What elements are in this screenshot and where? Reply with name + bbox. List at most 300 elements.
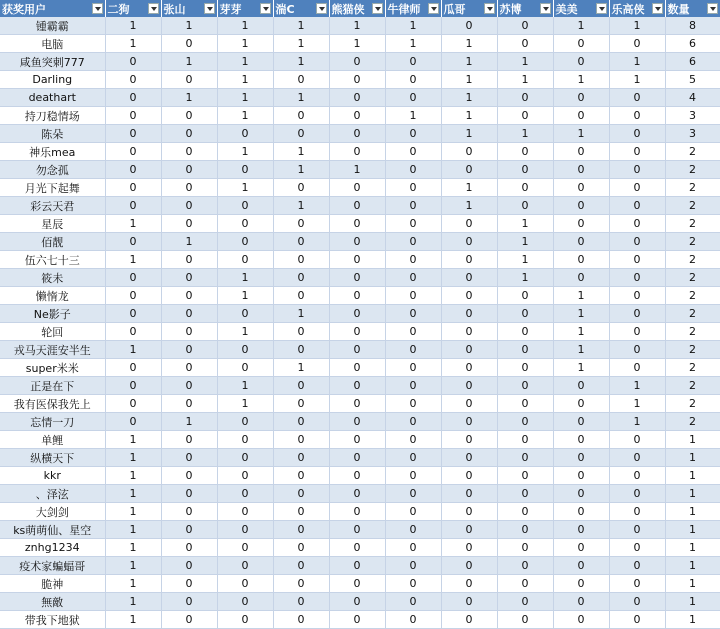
count-cell[interactable]: 8: [665, 17, 720, 35]
value-cell[interactable]: 1: [385, 35, 441, 53]
value-cell[interactable]: 0: [329, 197, 385, 215]
value-cell[interactable]: 0: [441, 377, 497, 395]
value-cell[interactable]: 1: [553, 323, 609, 341]
value-cell[interactable]: 0: [441, 215, 497, 233]
value-cell[interactable]: 1: [105, 575, 161, 593]
value-cell[interactable]: 0: [273, 341, 329, 359]
user-name-cell[interactable]: 筱未: [0, 269, 105, 287]
value-cell[interactable]: 1: [161, 53, 217, 71]
value-cell[interactable]: 0: [105, 287, 161, 305]
value-cell[interactable]: 0: [609, 215, 665, 233]
value-cell[interactable]: 0: [273, 323, 329, 341]
value-cell[interactable]: 1: [329, 35, 385, 53]
value-cell[interactable]: 0: [497, 539, 553, 557]
value-cell[interactable]: 1: [217, 395, 273, 413]
value-cell[interactable]: 0: [105, 107, 161, 125]
user-name-cell[interactable]: 我有医保我先上: [0, 395, 105, 413]
value-cell[interactable]: 0: [161, 269, 217, 287]
value-cell[interactable]: 0: [609, 503, 665, 521]
value-cell[interactable]: 0: [553, 467, 609, 485]
value-cell[interactable]: 0: [441, 287, 497, 305]
value-cell[interactable]: 0: [329, 179, 385, 197]
value-cell[interactable]: 0: [385, 485, 441, 503]
value-cell[interactable]: 1: [105, 251, 161, 269]
count-cell[interactable]: 3: [665, 107, 720, 125]
count-cell[interactable]: 1: [665, 593, 720, 611]
count-cell[interactable]: 3: [665, 125, 720, 143]
value-cell[interactable]: 0: [609, 287, 665, 305]
value-cell[interactable]: 0: [329, 287, 385, 305]
value-cell[interactable]: 0: [609, 539, 665, 557]
user-name-cell[interactable]: 星辰: [0, 215, 105, 233]
value-cell[interactable]: 0: [385, 215, 441, 233]
user-name-cell[interactable]: 伍六七十三: [0, 251, 105, 269]
value-cell[interactable]: 1: [385, 17, 441, 35]
value-cell[interactable]: 0: [497, 341, 553, 359]
count-cell[interactable]: 1: [665, 467, 720, 485]
value-cell[interactable]: 1: [217, 35, 273, 53]
value-cell[interactable]: 0: [273, 611, 329, 629]
value-cell[interactable]: 0: [385, 449, 441, 467]
value-cell[interactable]: 0: [161, 449, 217, 467]
value-cell[interactable]: 0: [329, 593, 385, 611]
count-cell[interactable]: 1: [665, 539, 720, 557]
value-cell[interactable]: 1: [553, 17, 609, 35]
value-cell[interactable]: 0: [273, 215, 329, 233]
value-cell[interactable]: 0: [161, 323, 217, 341]
value-cell[interactable]: 0: [161, 485, 217, 503]
value-cell[interactable]: 0: [273, 251, 329, 269]
value-cell[interactable]: 0: [329, 575, 385, 593]
value-cell[interactable]: 0: [385, 125, 441, 143]
value-cell[interactable]: 0: [609, 521, 665, 539]
value-cell[interactable]: 0: [273, 71, 329, 89]
value-cell[interactable]: 1: [385, 107, 441, 125]
filter-dropdown-icon[interactable]: [316, 3, 327, 14]
user-name-cell[interactable]: znhg1234: [0, 539, 105, 557]
user-name-cell[interactable]: 单鲤: [0, 431, 105, 449]
value-cell[interactable]: 1: [105, 611, 161, 629]
value-cell[interactable]: 0: [609, 89, 665, 107]
value-cell[interactable]: 0: [441, 431, 497, 449]
value-cell[interactable]: 0: [441, 575, 497, 593]
filter-dropdown-icon[interactable]: [484, 3, 495, 14]
value-cell[interactable]: 0: [441, 611, 497, 629]
value-cell[interactable]: 1: [105, 35, 161, 53]
value-cell[interactable]: 0: [161, 521, 217, 539]
value-cell[interactable]: 0: [441, 269, 497, 287]
value-cell[interactable]: 1: [329, 161, 385, 179]
value-cell[interactable]: 0: [385, 575, 441, 593]
value-cell[interactable]: 1: [553, 287, 609, 305]
value-cell[interactable]: 0: [441, 413, 497, 431]
value-cell[interactable]: 0: [609, 557, 665, 575]
value-cell[interactable]: 0: [161, 287, 217, 305]
value-cell[interactable]: 0: [105, 53, 161, 71]
value-cell[interactable]: 1: [273, 17, 329, 35]
value-cell[interactable]: 0: [385, 287, 441, 305]
value-cell[interactable]: 0: [217, 341, 273, 359]
value-cell[interactable]: 1: [105, 521, 161, 539]
value-cell[interactable]: 0: [329, 215, 385, 233]
value-cell[interactable]: 0: [553, 377, 609, 395]
filter-dropdown-icon[interactable]: [652, 3, 663, 14]
value-cell[interactable]: 0: [497, 323, 553, 341]
count-cell[interactable]: 2: [665, 197, 720, 215]
value-cell[interactable]: 0: [553, 251, 609, 269]
value-cell[interactable]: 0: [441, 539, 497, 557]
user-name-cell[interactable]: 勿念孤: [0, 161, 105, 179]
user-name-cell[interactable]: 戎马天涯安半生: [0, 341, 105, 359]
value-cell[interactable]: 0: [385, 467, 441, 485]
count-cell[interactable]: 6: [665, 53, 720, 71]
value-cell[interactable]: 0: [161, 503, 217, 521]
value-cell[interactable]: 0: [217, 593, 273, 611]
value-cell[interactable]: 0: [553, 143, 609, 161]
value-cell[interactable]: 0: [441, 521, 497, 539]
value-cell[interactable]: 0: [497, 89, 553, 107]
value-cell[interactable]: 0: [273, 503, 329, 521]
value-cell[interactable]: 0: [609, 197, 665, 215]
value-cell[interactable]: 0: [553, 233, 609, 251]
value-cell[interactable]: 1: [217, 71, 273, 89]
value-cell[interactable]: 0: [385, 269, 441, 287]
value-cell[interactable]: 0: [217, 413, 273, 431]
count-cell[interactable]: 2: [665, 233, 720, 251]
value-cell[interactable]: 0: [385, 305, 441, 323]
value-cell[interactable]: 0: [273, 467, 329, 485]
value-cell[interactable]: 1: [441, 35, 497, 53]
value-cell[interactable]: 0: [273, 395, 329, 413]
user-name-cell[interactable]: kkr: [0, 467, 105, 485]
value-cell[interactable]: 0: [217, 359, 273, 377]
value-cell[interactable]: 0: [609, 359, 665, 377]
value-cell[interactable]: 0: [105, 125, 161, 143]
value-cell[interactable]: 0: [161, 593, 217, 611]
value-cell[interactable]: 0: [217, 611, 273, 629]
value-cell[interactable]: 0: [217, 251, 273, 269]
value-cell[interactable]: 0: [441, 161, 497, 179]
value-cell[interactable]: 0: [161, 539, 217, 557]
value-cell[interactable]: 0: [441, 503, 497, 521]
user-name-cell[interactable]: 咸鱼突刺777: [0, 53, 105, 71]
count-cell[interactable]: 1: [665, 503, 720, 521]
value-cell[interactable]: 0: [553, 593, 609, 611]
value-cell[interactable]: 0: [105, 179, 161, 197]
value-cell[interactable]: 0: [553, 89, 609, 107]
count-cell[interactable]: 1: [665, 575, 720, 593]
value-cell[interactable]: 0: [161, 341, 217, 359]
value-cell[interactable]: 0: [329, 539, 385, 557]
value-cell[interactable]: 1: [273, 143, 329, 161]
user-name-cell[interactable]: 疫术家蝙蝠哥: [0, 557, 105, 575]
value-cell[interactable]: 0: [497, 449, 553, 467]
value-cell[interactable]: 1: [273, 305, 329, 323]
value-cell[interactable]: 0: [161, 611, 217, 629]
value-cell[interactable]: 1: [105, 539, 161, 557]
value-cell[interactable]: 0: [329, 305, 385, 323]
user-name-cell[interactable]: Darling: [0, 71, 105, 89]
value-cell[interactable]: 0: [553, 161, 609, 179]
value-cell[interactable]: 1: [609, 395, 665, 413]
value-cell[interactable]: 1: [441, 125, 497, 143]
value-cell[interactable]: 0: [105, 143, 161, 161]
value-cell[interactable]: 0: [497, 575, 553, 593]
value-cell[interactable]: 0: [105, 161, 161, 179]
value-cell[interactable]: 0: [553, 449, 609, 467]
value-cell[interactable]: 0: [609, 107, 665, 125]
value-cell[interactable]: 0: [553, 35, 609, 53]
sort-descending-icon[interactable]: [707, 3, 718, 14]
value-cell[interactable]: 0: [329, 233, 385, 251]
value-cell[interactable]: 0: [217, 305, 273, 323]
value-cell[interactable]: 0: [385, 89, 441, 107]
value-cell[interactable]: 1: [161, 413, 217, 431]
value-cell[interactable]: 0: [105, 323, 161, 341]
value-cell[interactable]: 0: [273, 539, 329, 557]
value-cell[interactable]: 0: [329, 485, 385, 503]
value-cell[interactable]: 0: [441, 467, 497, 485]
value-cell[interactable]: 0: [217, 197, 273, 215]
value-cell[interactable]: 0: [161, 143, 217, 161]
value-cell[interactable]: 0: [441, 305, 497, 323]
value-cell[interactable]: 1: [329, 17, 385, 35]
filter-dropdown-icon[interactable]: [148, 3, 159, 14]
value-cell[interactable]: 0: [441, 251, 497, 269]
user-name-cell[interactable]: 纵横天下: [0, 449, 105, 467]
value-cell[interactable]: 1: [217, 323, 273, 341]
value-cell[interactable]: 0: [273, 287, 329, 305]
user-name-cell[interactable]: 持刀稳情场: [0, 107, 105, 125]
user-name-cell[interactable]: 懒惰龙: [0, 287, 105, 305]
value-cell[interactable]: 1: [441, 107, 497, 125]
value-cell[interactable]: 0: [553, 485, 609, 503]
value-cell[interactable]: 1: [105, 341, 161, 359]
user-name-cell[interactable]: 脆神: [0, 575, 105, 593]
value-cell[interactable]: 0: [329, 395, 385, 413]
value-cell[interactable]: 0: [217, 215, 273, 233]
count-cell[interactable]: 2: [665, 269, 720, 287]
value-cell[interactable]: 1: [441, 71, 497, 89]
user-name-cell[interactable]: 佰靓: [0, 233, 105, 251]
value-cell[interactable]: 1: [217, 287, 273, 305]
value-cell[interactable]: 0: [217, 125, 273, 143]
value-cell[interactable]: 0: [161, 251, 217, 269]
value-cell[interactable]: 0: [217, 233, 273, 251]
user-name-cell[interactable]: 月光下起舞: [0, 179, 105, 197]
value-cell[interactable]: 0: [441, 557, 497, 575]
filter-dropdown-icon[interactable]: [92, 3, 103, 14]
user-name-cell[interactable]: deathart: [0, 89, 105, 107]
value-cell[interactable]: 0: [553, 521, 609, 539]
user-name-cell[interactable]: 带我下地狱: [0, 611, 105, 629]
value-cell[interactable]: 0: [553, 215, 609, 233]
value-cell[interactable]: 0: [609, 269, 665, 287]
user-name-cell[interactable]: 轮回: [0, 323, 105, 341]
value-cell[interactable]: 0: [385, 341, 441, 359]
value-cell[interactable]: 0: [161, 575, 217, 593]
value-cell[interactable]: 0: [385, 539, 441, 557]
value-cell[interactable]: 1: [553, 341, 609, 359]
value-cell[interactable]: 0: [441, 359, 497, 377]
value-cell[interactable]: 0: [609, 251, 665, 269]
value-cell[interactable]: 0: [105, 413, 161, 431]
value-cell[interactable]: 0: [273, 269, 329, 287]
value-cell[interactable]: 1: [161, 17, 217, 35]
value-cell[interactable]: 1: [105, 557, 161, 575]
filter-dropdown-icon[interactable]: [260, 3, 271, 14]
value-cell[interactable]: 0: [497, 359, 553, 377]
count-cell[interactable]: 2: [665, 323, 720, 341]
user-name-cell[interactable]: 忘情一刀: [0, 413, 105, 431]
value-cell[interactable]: 0: [217, 575, 273, 593]
value-cell[interactable]: 0: [385, 323, 441, 341]
value-cell[interactable]: 0: [385, 71, 441, 89]
value-cell[interactable]: 0: [385, 251, 441, 269]
value-cell[interactable]: 0: [497, 17, 553, 35]
value-cell[interactable]: 0: [553, 395, 609, 413]
value-cell[interactable]: 0: [161, 107, 217, 125]
value-cell[interactable]: 0: [609, 305, 665, 323]
value-cell[interactable]: 0: [161, 215, 217, 233]
value-cell[interactable]: 0: [329, 107, 385, 125]
value-cell[interactable]: 0: [273, 593, 329, 611]
value-cell[interactable]: 0: [497, 413, 553, 431]
value-cell[interactable]: 0: [497, 485, 553, 503]
value-cell[interactable]: 0: [161, 431, 217, 449]
value-cell[interactable]: 1: [441, 53, 497, 71]
value-cell[interactable]: 0: [553, 503, 609, 521]
value-cell[interactable]: 0: [217, 449, 273, 467]
value-cell[interactable]: 0: [105, 89, 161, 107]
value-cell[interactable]: 0: [609, 35, 665, 53]
value-cell[interactable]: 0: [609, 575, 665, 593]
value-cell[interactable]: 0: [609, 179, 665, 197]
value-cell[interactable]: 0: [441, 17, 497, 35]
value-cell[interactable]: 0: [329, 359, 385, 377]
count-cell[interactable]: 1: [665, 557, 720, 575]
value-cell[interactable]: 1: [497, 251, 553, 269]
value-cell[interactable]: 0: [497, 35, 553, 53]
value-cell[interactable]: 0: [497, 377, 553, 395]
value-cell[interactable]: 0: [441, 593, 497, 611]
value-cell[interactable]: 1: [105, 215, 161, 233]
value-cell[interactable]: 0: [609, 467, 665, 485]
count-cell[interactable]: 2: [665, 215, 720, 233]
value-cell[interactable]: 0: [329, 125, 385, 143]
value-cell[interactable]: 0: [217, 503, 273, 521]
value-cell[interactable]: 0: [553, 197, 609, 215]
value-cell[interactable]: 0: [217, 467, 273, 485]
filter-dropdown-icon[interactable]: [428, 3, 439, 14]
value-cell[interactable]: 0: [497, 287, 553, 305]
value-cell[interactable]: 0: [609, 611, 665, 629]
filter-dropdown-icon[interactable]: [540, 3, 551, 14]
value-cell[interactable]: 0: [161, 125, 217, 143]
value-cell[interactable]: 0: [385, 179, 441, 197]
value-cell[interactable]: 0: [273, 413, 329, 431]
count-cell[interactable]: 1: [665, 611, 720, 629]
value-cell[interactable]: 0: [329, 71, 385, 89]
count-cell[interactable]: 1: [665, 449, 720, 467]
value-cell[interactable]: 0: [385, 521, 441, 539]
value-cell[interactable]: 0: [553, 431, 609, 449]
value-cell[interactable]: 1: [553, 71, 609, 89]
count-cell[interactable]: 2: [665, 287, 720, 305]
value-cell[interactable]: 0: [441, 395, 497, 413]
value-cell[interactable]: 0: [609, 233, 665, 251]
value-cell[interactable]: 0: [329, 449, 385, 467]
value-cell[interactable]: 0: [497, 395, 553, 413]
value-cell[interactable]: 0: [273, 485, 329, 503]
count-cell[interactable]: 2: [665, 161, 720, 179]
value-cell[interactable]: 0: [105, 359, 161, 377]
value-cell[interactable]: 0: [441, 233, 497, 251]
value-cell[interactable]: 0: [161, 377, 217, 395]
filter-dropdown-icon[interactable]: [596, 3, 607, 14]
user-name-cell[interactable]: ks萌萌仙、星空: [0, 521, 105, 539]
value-cell[interactable]: 1: [497, 71, 553, 89]
count-cell[interactable]: 2: [665, 143, 720, 161]
value-cell[interactable]: 1: [105, 431, 161, 449]
value-cell[interactable]: 0: [497, 593, 553, 611]
value-cell[interactable]: 0: [217, 557, 273, 575]
value-cell[interactable]: 1: [105, 593, 161, 611]
value-cell[interactable]: 1: [497, 215, 553, 233]
filter-dropdown-icon[interactable]: [372, 3, 383, 14]
count-cell[interactable]: 2: [665, 395, 720, 413]
value-cell[interactable]: 1: [273, 53, 329, 71]
value-cell[interactable]: 0: [497, 161, 553, 179]
value-cell[interactable]: 0: [609, 431, 665, 449]
value-cell[interactable]: 0: [329, 269, 385, 287]
value-cell[interactable]: 1: [553, 359, 609, 377]
value-cell[interactable]: 0: [441, 449, 497, 467]
value-cell[interactable]: 0: [553, 557, 609, 575]
value-cell[interactable]: 0: [441, 485, 497, 503]
value-cell[interactable]: 0: [385, 395, 441, 413]
value-cell[interactable]: 1: [217, 89, 273, 107]
value-cell[interactable]: 0: [553, 575, 609, 593]
value-cell[interactable]: 0: [497, 503, 553, 521]
value-cell[interactable]: 0: [553, 539, 609, 557]
value-cell[interactable]: 0: [497, 521, 553, 539]
value-cell[interactable]: 1: [497, 53, 553, 71]
count-cell[interactable]: 1: [665, 485, 720, 503]
value-cell[interactable]: 1: [217, 17, 273, 35]
value-cell[interactable]: 0: [609, 449, 665, 467]
value-cell[interactable]: 0: [217, 161, 273, 179]
value-cell[interactable]: 0: [273, 233, 329, 251]
count-cell[interactable]: 2: [665, 305, 720, 323]
value-cell[interactable]: 1: [441, 89, 497, 107]
value-cell[interactable]: 0: [385, 377, 441, 395]
value-cell[interactable]: 0: [329, 413, 385, 431]
value-cell[interactable]: 1: [497, 269, 553, 287]
value-cell[interactable]: 0: [161, 35, 217, 53]
value-cell[interactable]: 0: [105, 269, 161, 287]
value-cell[interactable]: 0: [161, 467, 217, 485]
value-cell[interactable]: 0: [273, 179, 329, 197]
value-cell[interactable]: 0: [273, 431, 329, 449]
value-cell[interactable]: 0: [217, 539, 273, 557]
value-cell[interactable]: 1: [217, 53, 273, 71]
value-cell[interactable]: 0: [385, 161, 441, 179]
value-cell[interactable]: 0: [385, 503, 441, 521]
user-name-cell[interactable]: 神乐mea: [0, 143, 105, 161]
user-name-cell[interactable]: Ne影子: [0, 305, 105, 323]
user-name-cell[interactable]: 陈朵: [0, 125, 105, 143]
